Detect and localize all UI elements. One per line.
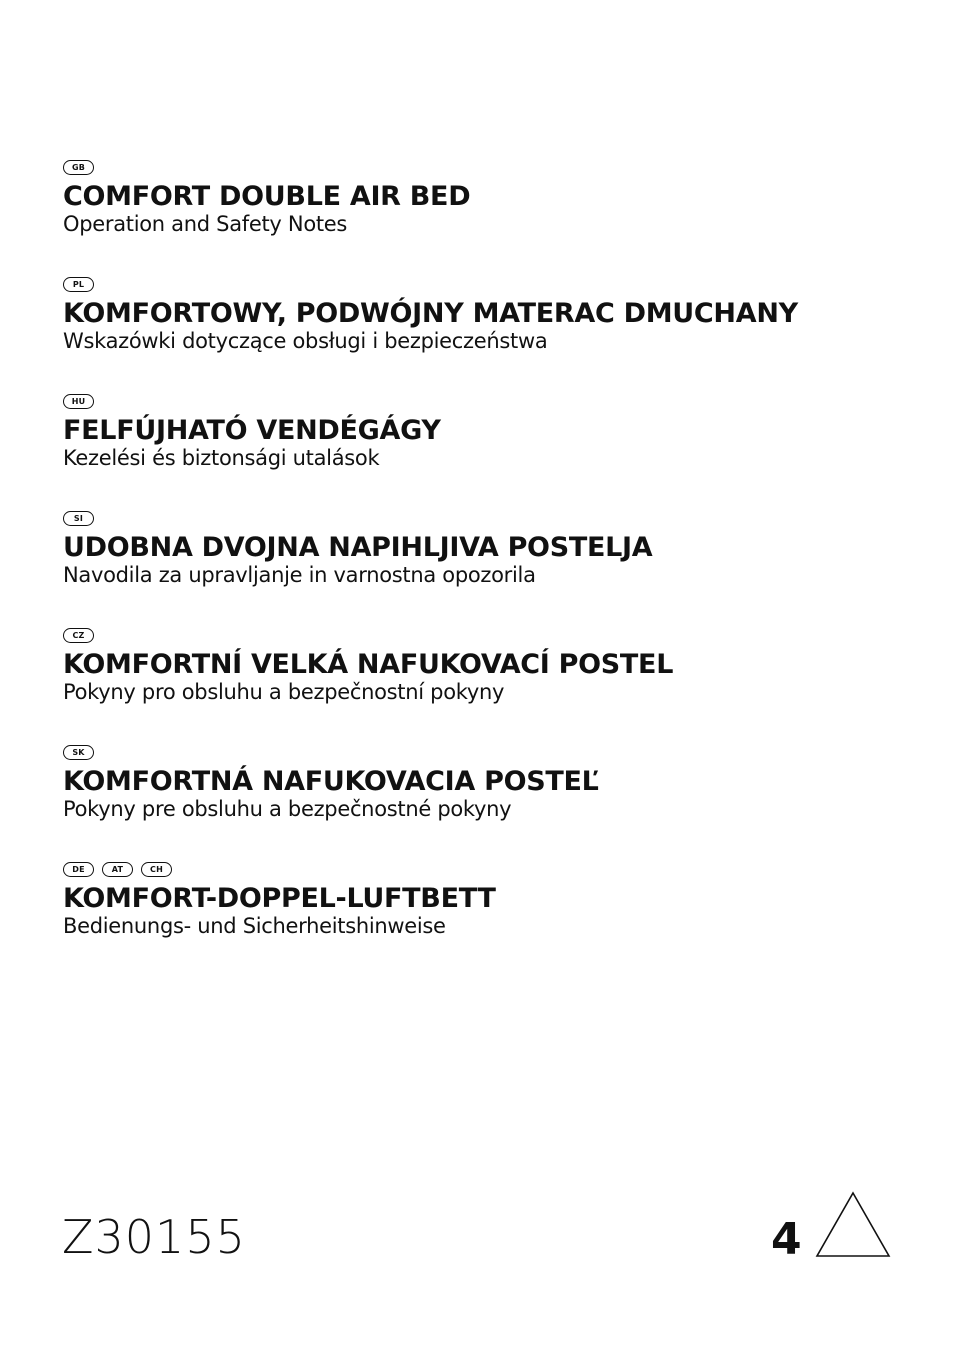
entry-subtitle: Pokyny pro obsluhu a bezpečnostní pokyny bbox=[63, 680, 505, 704]
country-badge-hu: HU bbox=[63, 394, 94, 409]
entry-title: COMFORT DOUBLE AIR BED bbox=[63, 181, 471, 212]
model-number: Z30155 bbox=[62, 1210, 246, 1264]
language-entry-cz bbox=[63, 628, 923, 704]
entry-subtitle: Wskazówki dotyczące obsługi i bezpieczeństwa bbox=[63, 329, 548, 353]
entry-title: FELFÚJHATÓ VENDÉGÁGY bbox=[63, 415, 441, 446]
country-badges bbox=[63, 160, 923, 177]
entry-title: UDOBNA DVOJNA NAPIHLJIVA POSTELJA bbox=[63, 532, 653, 563]
entry-title: KOMFORTNÁ NAFUKOVACIA POSTEĽ bbox=[63, 766, 599, 797]
language-entry-pl bbox=[63, 277, 923, 353]
entry-title: KOMFORTNÍ VELKÁ NAFUKOVACÍ POSTEL bbox=[63, 649, 674, 680]
country-badge-cz: CZ bbox=[63, 628, 94, 643]
language-entry-hu bbox=[63, 394, 923, 470]
language-entry-sk bbox=[63, 745, 923, 821]
language-list bbox=[63, 160, 923, 979]
entry-subtitle: Operation and Safety Notes bbox=[63, 212, 348, 236]
entry-title: KOMFORTOWY, PODWÓJNY MATERAC DMUCHANY bbox=[63, 298, 798, 329]
language-entry-si bbox=[63, 511, 923, 587]
entry-subtitle: Kezelési és biztonsági utalások bbox=[63, 446, 380, 470]
country-badges bbox=[63, 511, 923, 528]
entry-subtitle: Bedienungs- und Sicherheitshinweise bbox=[63, 914, 446, 938]
country-badge-pl: PL bbox=[63, 277, 94, 292]
entry-title: KOMFORT-DOPPEL-LUFTBETT bbox=[63, 883, 496, 914]
entry-subtitle: Pokyny pre obsluhu a bezpečnostné pokyny bbox=[63, 797, 512, 821]
country-badges bbox=[63, 628, 923, 645]
country-badges bbox=[63, 277, 923, 294]
country-badges bbox=[63, 394, 923, 411]
country-badge-sk: SK bbox=[63, 745, 94, 760]
country-badge-si: SI bbox=[63, 511, 94, 526]
country-badge-gb: GB bbox=[63, 160, 94, 175]
country-badge-at: AT bbox=[102, 862, 133, 877]
warning-triangle-icon bbox=[814, 1190, 892, 1260]
country-badge-de: DE bbox=[63, 862, 94, 877]
page-number: 4 bbox=[771, 1214, 802, 1265]
country-badges bbox=[63, 862, 923, 879]
country-badges bbox=[63, 745, 923, 762]
country-badge-ch: CH bbox=[141, 862, 172, 877]
language-entry-gb bbox=[63, 160, 923, 236]
language-entry-de-at-ch bbox=[63, 862, 923, 938]
entry-subtitle: Navodila za upravljanje in varnostna opozorila bbox=[63, 563, 536, 587]
